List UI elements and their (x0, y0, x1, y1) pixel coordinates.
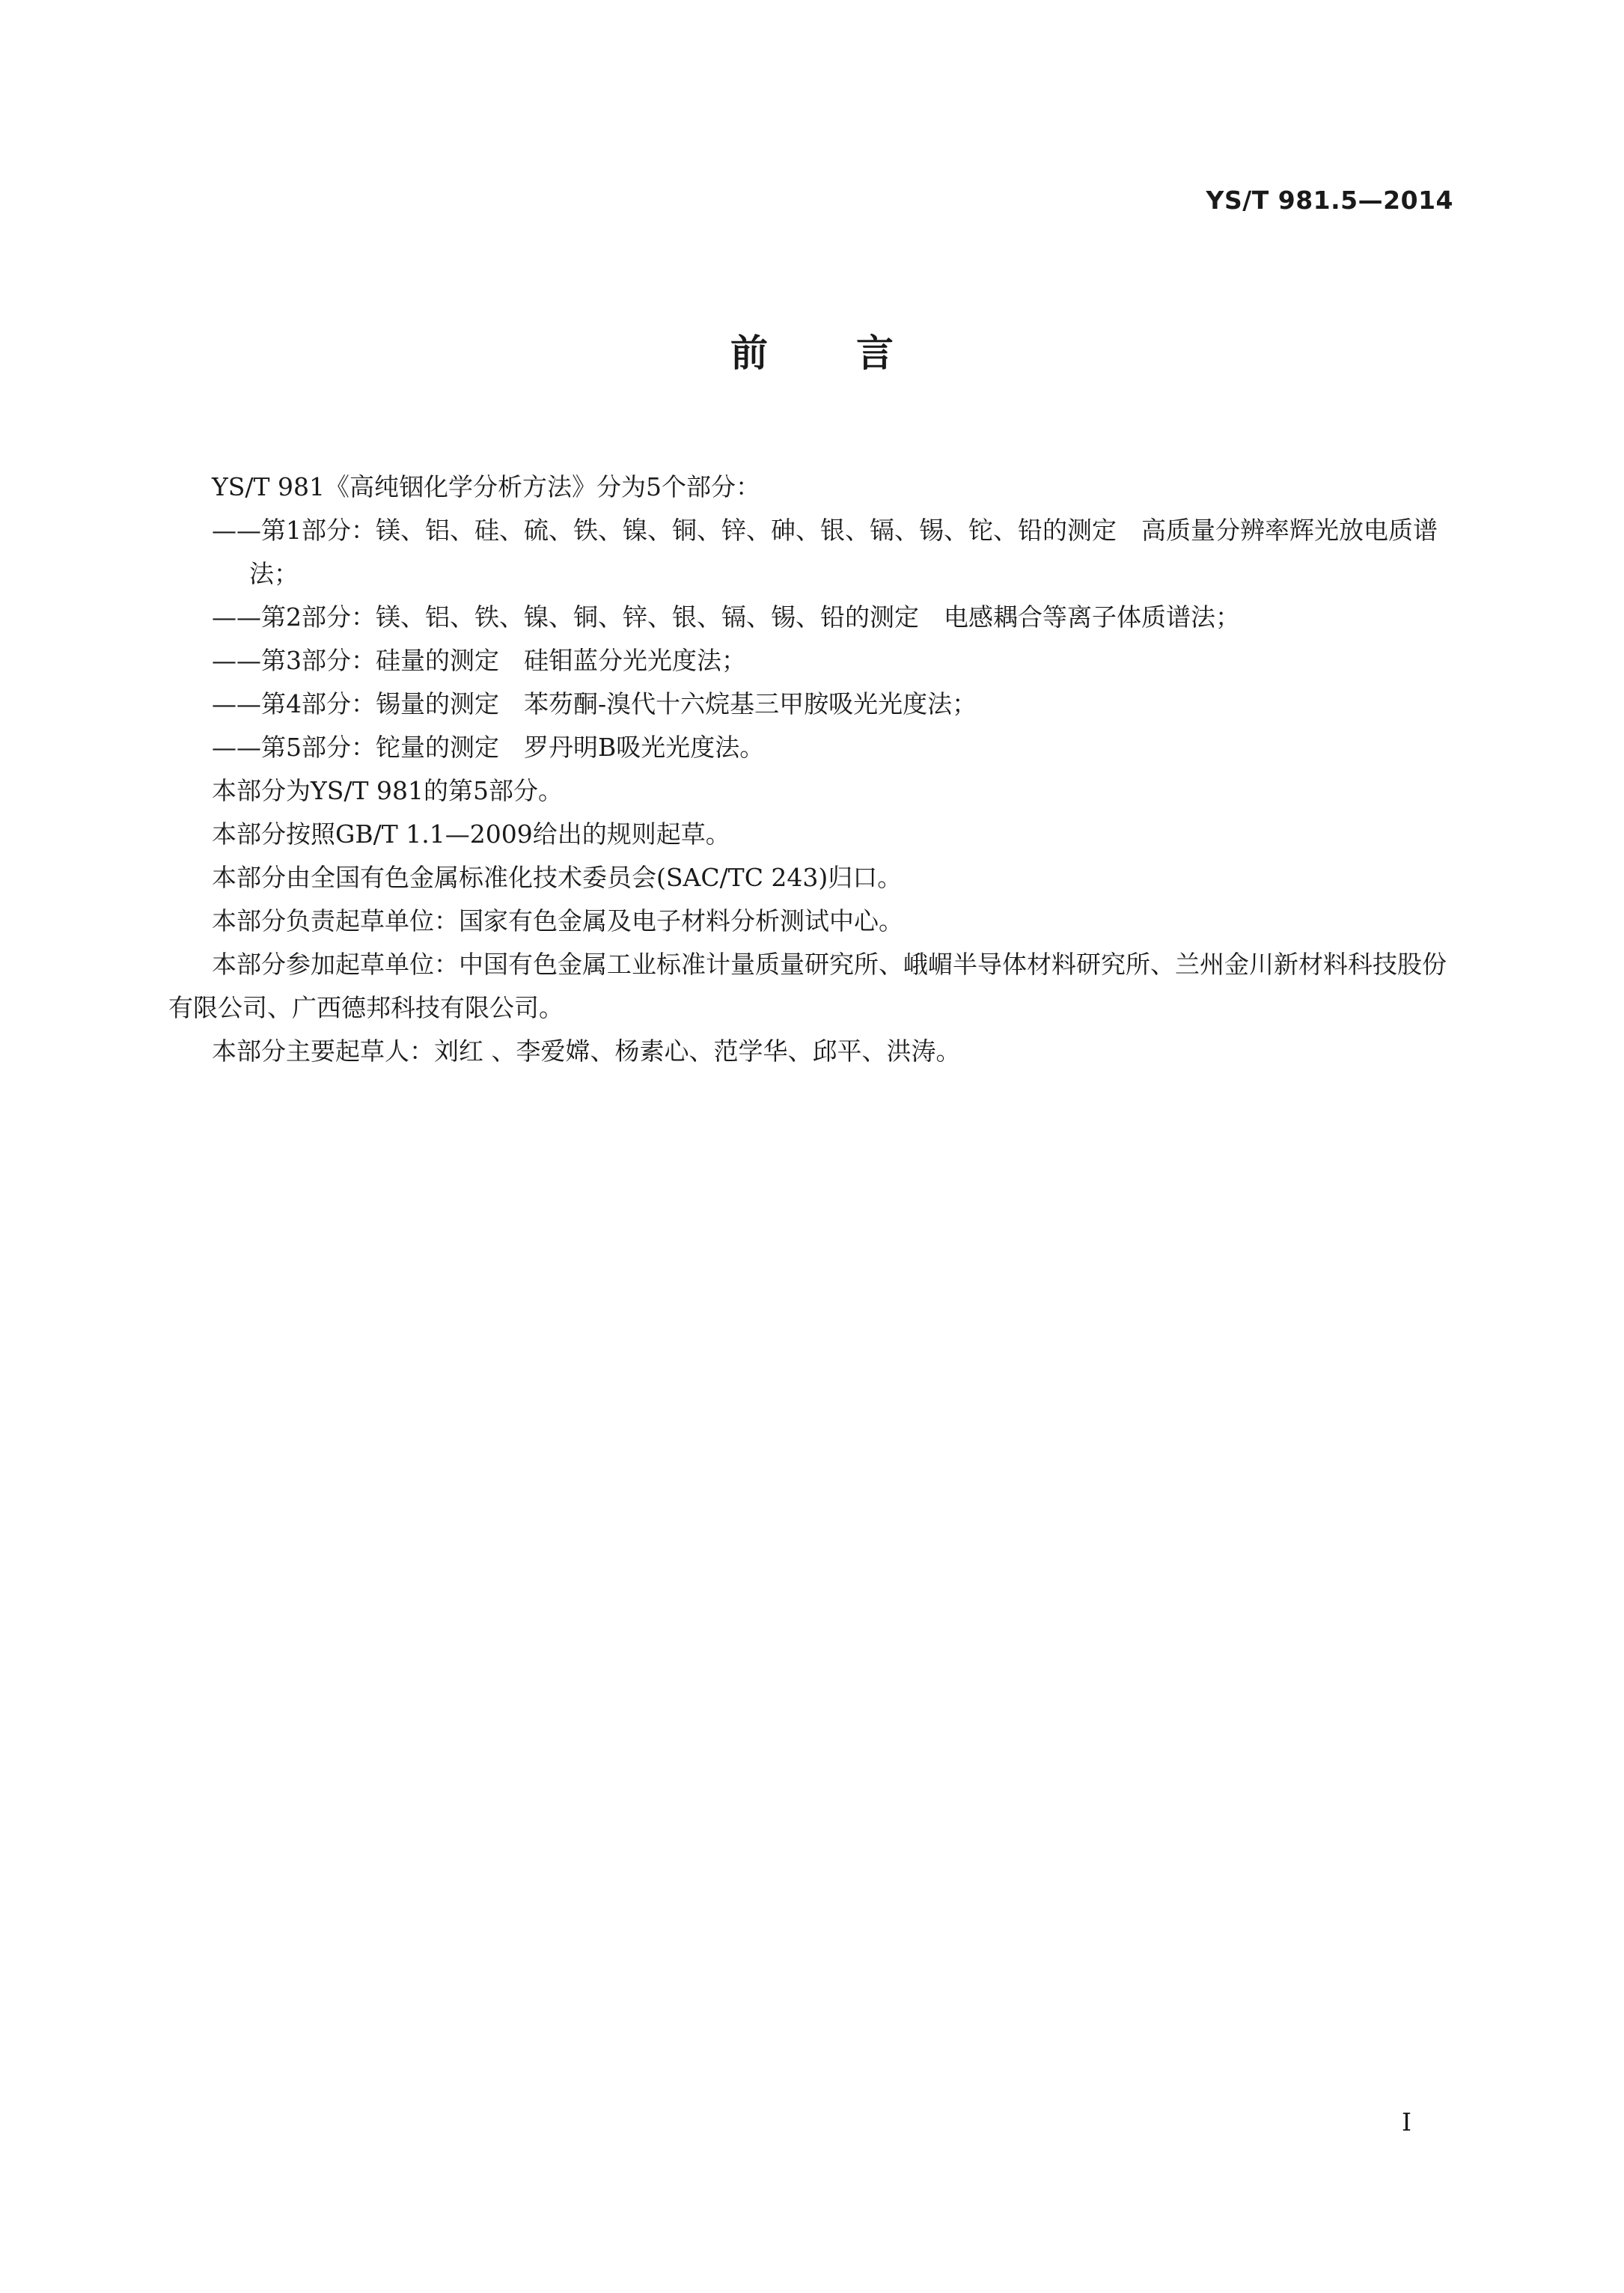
part-list-item-5: ——第5部分：铊量的测定 罗丹明B吸光光度法。 (212, 733, 765, 762)
standard-number: YS/T 981.5—2014 (1206, 186, 1453, 215)
drafting-rule-paragraph: 本部分按照GB/T 1.1—2009给出的规则起草。 (212, 819, 730, 849)
participating-units-paragraph: 本部分参加起草单位：中国有色金属工业标准计量质量研究所、峨嵋半导体材料研究所、兰州金川新材料科技股份有限公司、广西德邦科技有限公司。 (168, 950, 1447, 1022)
responsible-unit-paragraph: 本部分负责起草单位：国家有色金属及电子材料分析测试中心。 (212, 906, 903, 935)
foreword-body (168, 465, 1459, 1073)
page-title (0, 323, 1624, 377)
part-list-item-2: ——第2部分：镁、铝、铁、镍、铜、锌、银、镉、锡、铅的测定 电感耦合等离子体质谱法； (212, 602, 1240, 632)
title-char-1: 前 (730, 332, 768, 375)
this-part-paragraph: 本部分为YS/T 981的第5部分。 (212, 776, 563, 805)
title-char-2: 言 (856, 332, 894, 375)
centralized-paragraph: 本部分由全国有色金属标准化技术委员会(SAC/TC 243)归口。 (212, 863, 903, 892)
part-list-item-1: ——第1部分：镁、铝、硅、硫、铁、镍、铜、锌、砷、银、镉、锡、铊、铅的测定 高质量分辨率辉光放电质谱法； (212, 516, 1438, 588)
drafters-paragraph: 本部分主要起草人：刘红 、李爱嫦、杨素心、范学华、邱平、洪涛。 (212, 1036, 961, 1066)
page-number: I (1402, 2107, 1412, 2137)
intro-paragraph: YS/T 981《高纯铟化学分析方法》分为5个部分： (212, 472, 760, 501)
part-list-item-4: ——第4部分：锡量的测定 苯芴酮-溴代十六烷基三甲胺吸光光度法； (212, 689, 977, 718)
part-list-item-3: ——第3部分：硅量的测定 硅钼蓝分光光度法； (212, 646, 746, 675)
